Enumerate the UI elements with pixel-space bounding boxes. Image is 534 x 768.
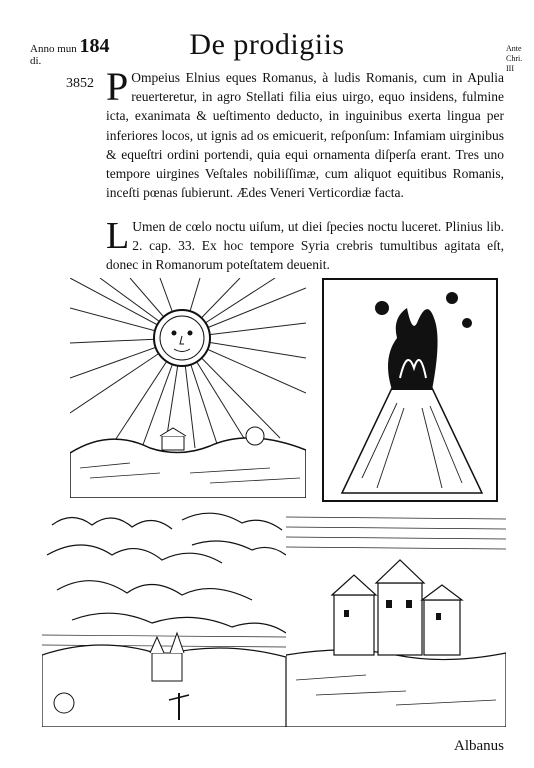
dropcap-l: L — [106, 215, 130, 257]
right-margin-note: Ante Chri. III — [506, 44, 523, 73]
woodcut-castle — [286, 505, 506, 727]
anno-label-line2: di. — [30, 55, 42, 67]
paragraph-pompeius — [106, 64, 504, 202]
catchword: Albanus — [454, 738, 504, 754]
woodcut-storm — [42, 505, 286, 727]
year-marginal: 3852 — [66, 76, 94, 91]
paragraph-lumen — [106, 217, 504, 275]
woodcut-volcano — [322, 278, 498, 502]
woodcut-sun — [70, 278, 306, 498]
paragraph-body: Umen de cœlo noctu uiſum, ut diei ſpecies noctu luceret. Plinius lib. 2. cap. 33. Ex hoc tempore Syria crebris tumultibus agitata eſt, donec in Romanorum poteſtatem deuenit. — [106, 219, 504, 273]
anno-label: Anno mun — [30, 43, 77, 55]
page-number: 184 — [79, 35, 110, 57]
dropcap-p: P — [106, 64, 129, 109]
paragraph-body: Ompeius Elnius eques Romanus, à ludis Romanis, cum in Apulia reuerteretur, in agro Stellati filia eius uirgo, equo insidens, fulmine icta, exanimata & ueſtimento deducto, in inguinibus exerta lingua per inferiores locos, ut ignis ad os emicuerit, reſponſum: Infamiam uirginibus & equeſtri ordini portendi, quia equi ornamenta diſperſa erant. Tres uno tempore uirgines Veſtales nobiliſſimæ, cum aliquot equitibus Romanis, inceſti pœnas ſubierunt. Ædes Veneri Verticordiæ facta. — [106, 70, 504, 201]
page-title: De prodigiis — [189, 28, 345, 61]
